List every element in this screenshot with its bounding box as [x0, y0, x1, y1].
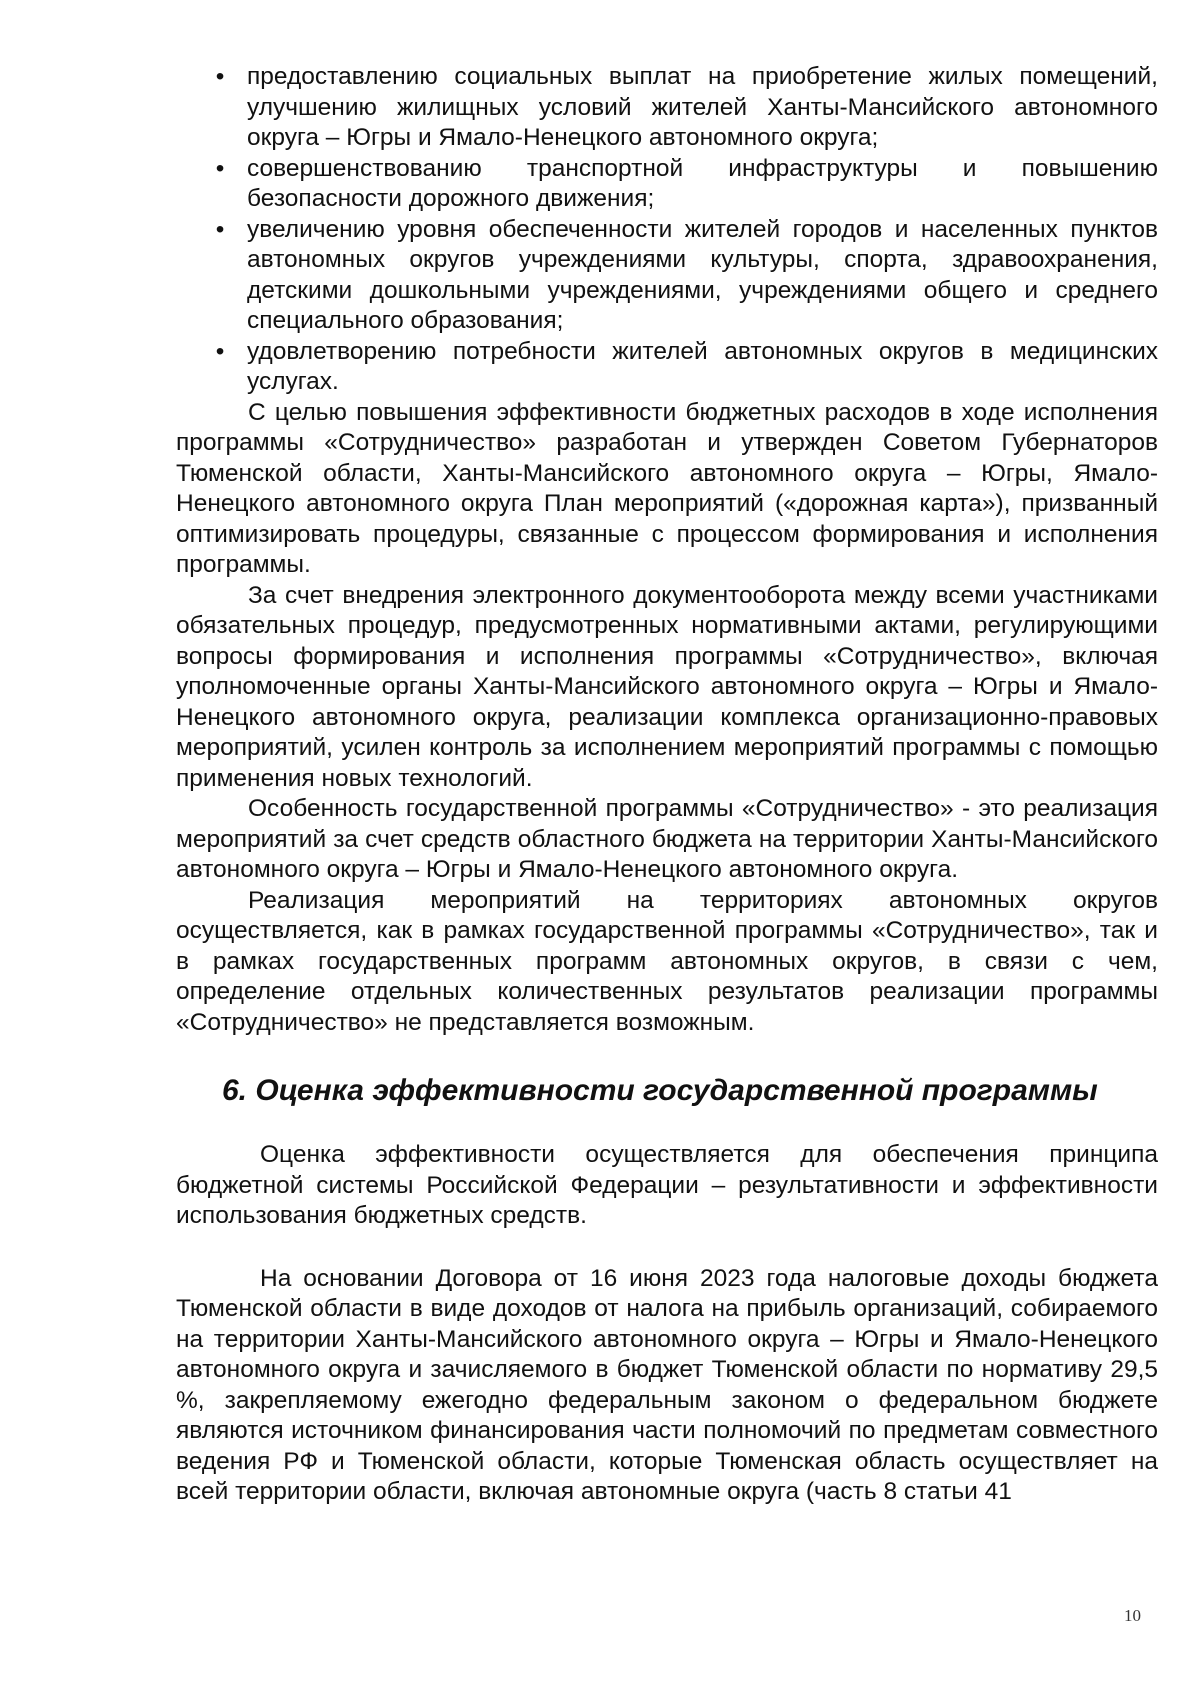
section-heading: 6. Оценка эффективности государственной программы [222, 1074, 1098, 1107]
list-item-text: увеличению уровня обеспеченности жителей городов и населенных пунктов автономных округов учреждениями культуры, спорта, здравоохранения, детскими дошкольными учреждениями, учреждениями общего и среднего специального образования; [247, 215, 1158, 334]
list-item [176, 215, 1158, 337]
paragraph-efficiency-assessment: Оценка эффективности осуществляется для обеспечения принципа бюджетной системы Российской Федерации – результативности и эффективности использования бюджетных средств. [176, 1141, 1158, 1229]
bullet-icon: • [215, 215, 225, 243]
list-item-text: предоставлению социальных выплат на приобретение жилых помещений, улучшению жилищных условий жителей Ханты-Мансийского автономного округа – Югры и Ямало-Ненецкого автономного округа; [247, 63, 1158, 151]
paragraph-roadmap: С целью повышения эффективности бюджетных расходов в ходе исполнения программы «Сотрудничество» разработан и утвержден Советом Губернаторов Тюменской области, Ханты-Мансийского автономного округа – Югры, Ямало-Ненецкого автономного округа План мероприятий («дорожная карта»), призванный оптимизировать процедуры, связанные с процессом формирования и исполнения программы. [176, 398, 1158, 578]
list-item-text: удовлетворению потребности жителей автономных округов в медицинских услугах. [247, 337, 1158, 395]
page-number: 10 [1124, 1606, 1141, 1625]
bullet-icon: • [215, 63, 225, 90]
paragraph-tax-revenues: На основании Договора от 16 июня 2023 года налоговые доходы бюджета Тюменской области в виде доходов от налога на прибыль организаций, собираемого на территории Ханты-Мансийского автономного округа – Югры и Ямало-Ненецкого автономного округа и зачисляемого в бюджет Тюменской области по нормативу 29,5 %, закрепляемому ежегодно федеральным законом о федеральном бюджете являются источником финансирования части полномочий по предметам совместного ведения РФ и Тюменской области, которые Тюменская область осуществляет на всей территории области, включая автономные округа (часть 8 статьи 41 [176, 1264, 1158, 1505]
bullet-icon: • [215, 337, 225, 365]
list-item-text: совершенствованию транспортной инфраструктуры и повышению безопасности дорожного движения; [247, 154, 1158, 212]
list-item [176, 337, 1158, 398]
paragraph-program-feature: Особенность государственной программы «Сотрудничество» - это реализация мероприятий за счет средств областного бюджета на территории Ханты-Мансийского автономного округа – Югры и Ямало-Ненецкого автономного округа. [176, 795, 1158, 883]
page-content [176, 62, 1158, 1508]
bullet-icon: • [215, 154, 225, 182]
paragraph-implementation: Реализация мероприятий на территориях автономных округов осуществляется, как в рамках государственной программы «Сотрудничество», так и в рамках государственных программ автономных округов, в связи с чем, определение отдельных количественных результатов реализации программы «Сотрудничество» не представляется возможным. [176, 886, 1158, 1036]
list-item [176, 154, 1158, 215]
bullet-list [176, 62, 1158, 398]
list-item [176, 62, 1158, 154]
paragraph-e-document-flow: За счет внедрения электронного документооборота между всеми участниками обязательных процедур, предусмотренных нормативными актами, регулирующими вопросы формирования и исполнения программы «Сотрудничество», включая уполномоченные органы Ханты-Мансийского автономного округа – Югры и Ямало-Ненецкого автономного округа, реализации комплекса организационно-правовых мероприятий, усилен контроль за исполнением мероприятий программы с помощью применения новых технологий. [176, 581, 1158, 792]
